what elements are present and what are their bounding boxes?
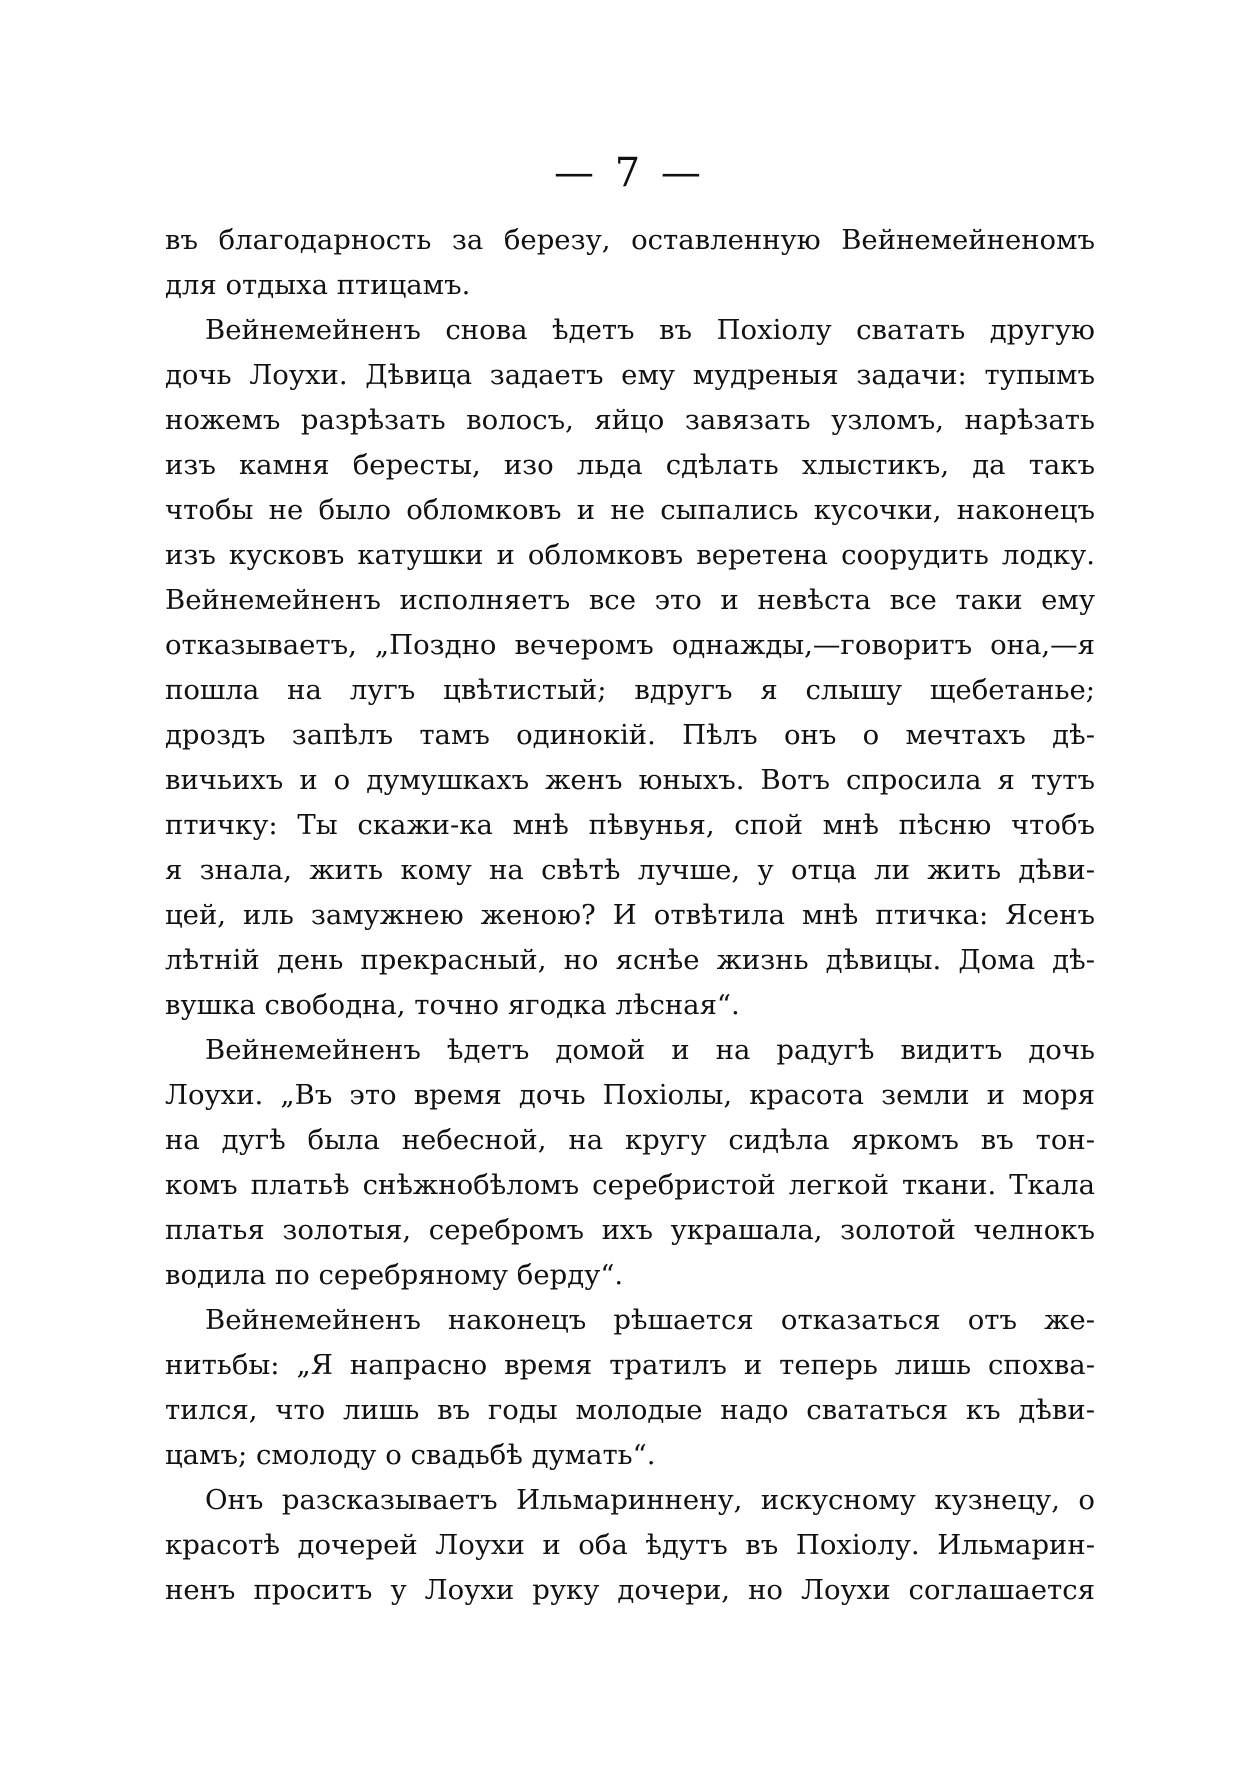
paragraph bbox=[165, 1028, 1095, 1298]
text-line: Вейнемейненъ исполняетъ все это и невѣста все таки ему bbox=[165, 584, 1095, 616]
text-line: птичку: Ты скажи-ка мнѣ пѣвунья, спой мнѣ пѣсню чтобъ bbox=[165, 809, 1095, 841]
paragraph bbox=[165, 1478, 1095, 1613]
text-line: платья золотыя, серебромъ ихъ украшала, золотой челнокъ bbox=[165, 1214, 1095, 1246]
text-line: цамъ; смолоду о свадьбѣ думать“. bbox=[165, 1439, 656, 1471]
text-line: Вейнемейненъ ѣдетъ домой и на радугѣ видитъ дочь bbox=[205, 1034, 1095, 1066]
text-line: на дугѣ была небесной, на кругу сидѣла яркомъ въ тон- bbox=[165, 1124, 1095, 1156]
body-text bbox=[165, 218, 1095, 1613]
text-line: дочь Лоухи. Дѣвица задаетъ ему мудреныя задачи: тупымъ bbox=[165, 359, 1095, 391]
text-line: въ благодарность за березу, оставленную Вейнемейненомъ bbox=[165, 224, 1095, 256]
paragraph bbox=[165, 1298, 1095, 1478]
text-line: ненъ проситъ у Лоухи руку дочери, но Лоухи соглашается bbox=[165, 1574, 1095, 1606]
text-line: водила по серебряному берду“. bbox=[165, 1259, 624, 1291]
paragraph bbox=[165, 218, 1095, 308]
text-line: лѣтній день прекрасный, но яснѣе жизнь дѣвицы. Дома дѣ- bbox=[165, 944, 1095, 976]
text-line: чтобы не было обломковъ и не сыпались кусочки, наконецъ bbox=[165, 494, 1095, 526]
text-line: изъ камня бересты, изо льда сдѣлать хлыстикъ, да такъ bbox=[165, 449, 1095, 481]
text-line: вушка свободна, точно ягодка лѣсная“. bbox=[165, 989, 740, 1021]
text-line: цей, иль замужнею женою? И отвѣтила мнѣ птичка: Ясенъ bbox=[165, 899, 1095, 931]
text-line: Онъ разсказываетъ Ильмариннену, искусному кузнецу, о bbox=[205, 1484, 1095, 1516]
text-line: я знала, жить кому на свѣтѣ лучше, у отца ли жить дѣви- bbox=[165, 854, 1095, 886]
text-line: ножемъ разрѣзать волосъ, яйцо завязать узломъ, нарѣзать bbox=[165, 404, 1095, 436]
text-line: Вейнемейненъ снова ѣдетъ въ Похіолу сватать другую bbox=[205, 314, 1095, 346]
text-line: комъ платьѣ снѣжнобѣломъ серебристой легкой ткани. Ткала bbox=[165, 1169, 1095, 1201]
text-line: дроздъ запѣлъ тамъ одинокій. Пѣлъ онъ о мечтахъ дѣ- bbox=[165, 719, 1095, 751]
page-number: — 7 — bbox=[554, 150, 705, 196]
text-line: изъ кусковъ катушки и обломковъ веретена соорудить лодку. bbox=[165, 539, 1095, 571]
text-line: для отдыха птицамъ. bbox=[165, 269, 471, 301]
text-line: Лоухи. „Въ это время дочь Похіолы, красота земли и моря bbox=[165, 1079, 1095, 1111]
text-line: Вейнемейненъ наконецъ рѣшается отказаться отъ же- bbox=[205, 1304, 1095, 1336]
text-line: отказываетъ, „Поздно вечеромъ однажды,—говоритъ она,—я bbox=[165, 629, 1095, 661]
text-line: тился, что лишь въ годы молодые надо свататься къ дѣви- bbox=[165, 1394, 1095, 1426]
text-line: нитьбы: „Я напрасно время тратилъ и теперь лишь спохва- bbox=[165, 1349, 1095, 1381]
text-line: вичьихъ и о думушкахъ женъ юныхъ. Вотъ спросила я тутъ bbox=[165, 764, 1095, 796]
text-line: красотѣ дочерей Лоухи и оба ѣдутъ въ Похіолу. Ильмарин- bbox=[165, 1529, 1095, 1561]
text-line: пошла на лугъ цвѣтистый; вдругъ я слышу щебетанье; bbox=[165, 674, 1095, 706]
paragraph bbox=[165, 308, 1095, 1028]
